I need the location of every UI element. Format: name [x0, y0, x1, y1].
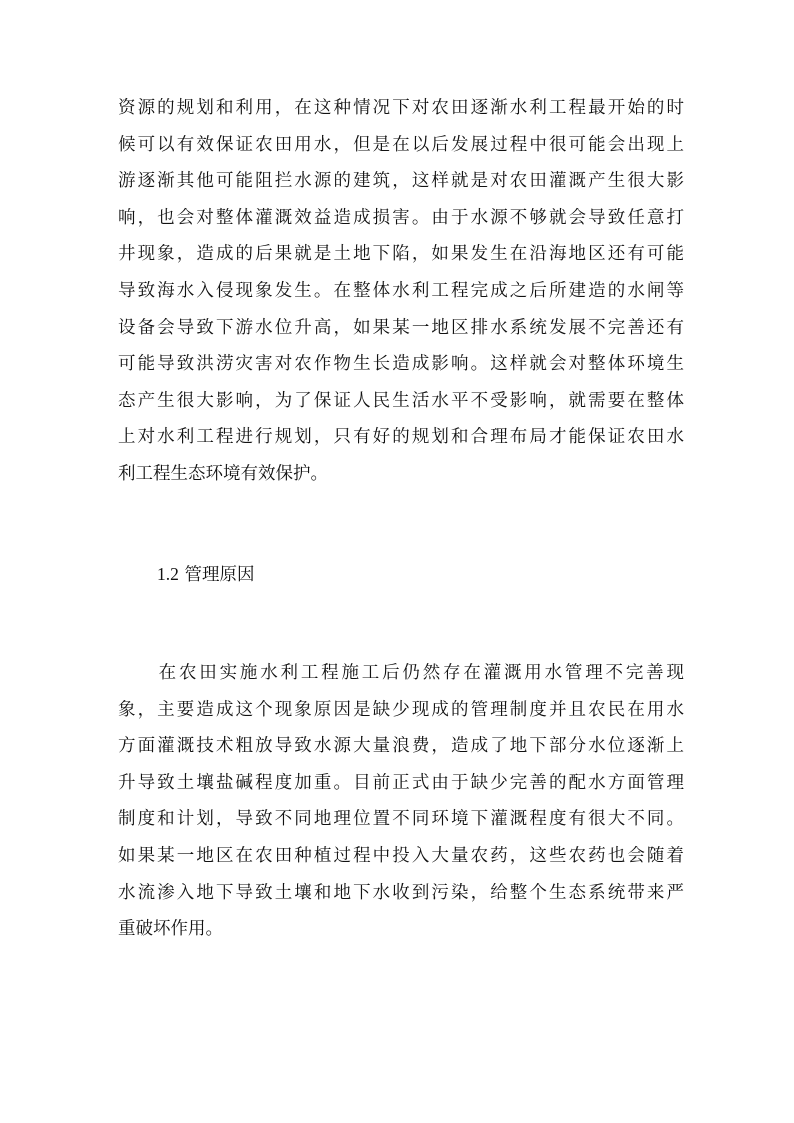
section-heading [157, 560, 254, 589]
text-line: 资源的规划和利用，在这种情况下对农田逐渐水利工程最开始的时 [118, 98, 684, 118]
text-line: 如果某一地区在农田种植过程中投入大量农药，这些农药也会随着 [118, 845, 684, 866]
text-line: 方面灌溉技术粗放导致水源大量浪费，造成了地下部分水位逐渐上 [118, 736, 684, 757]
text-line: 导致海水入侵现象发生。在整体水利工程完成之后所建造的水闸等 [118, 280, 684, 301]
text-line: 游逐渐其他可能阻拦水源的建筑，这样就是对农田灌溉产生很大影 [118, 171, 684, 192]
text-line: 升导致土壤盐碱程度加重。目前正式由于缺少完善的配水方面管理 [118, 772, 684, 793]
text-line: 在农田实施水利工程施工后仍然存在灌溉用水管理不完善现 [118, 663, 684, 683]
text-line: 候可以有效保证农田用水，但是在以后发展过程中很可能会出现上 [118, 134, 684, 155]
text-line: 制度和计划，导致不同地理位置不同环境下灌溉程度有很大不同。 [118, 809, 684, 830]
section-title: 管理原因 [184, 565, 255, 585]
text-line: 响，也会对整体灌溉效益造成损害。由于水源不够就会导致任意打 [118, 207, 684, 228]
text-line: 象，主要造成这个现象原因是缺少现成的管理制度并且农民在用水 [118, 699, 684, 720]
text-line: 上对水利工程进行规划，只有好的规划和合理布局才能保证农田水 [118, 427, 684, 448]
section-number: 1.2 [157, 564, 179, 584]
text-line: 可能导致洪涝灾害对农作物生长造成影响。这样就会对整体环境生 [118, 354, 684, 375]
text-line: 重破坏作用。 [118, 919, 223, 940]
text-line: 利工程生态环境有效保护。 [118, 463, 328, 484]
text-line: 水流渗入地下导致土壤和地下水收到污染，给整个生态系统带来严 [118, 882, 684, 903]
text-line: 设备会导致下游水位升高，如果某一地区排水系统发展不完善还有 [118, 317, 684, 338]
body-paragraph-1 [118, 90, 684, 493]
text-line: 井现象，造成的后果就是土地下陷，如果发生在沿海地区还有可能 [118, 244, 684, 265]
text-line: 态产生很大影响，为了保证人民生活水平不受影响，就需要在整体 [118, 390, 684, 411]
body-paragraph-2 [118, 655, 684, 948]
